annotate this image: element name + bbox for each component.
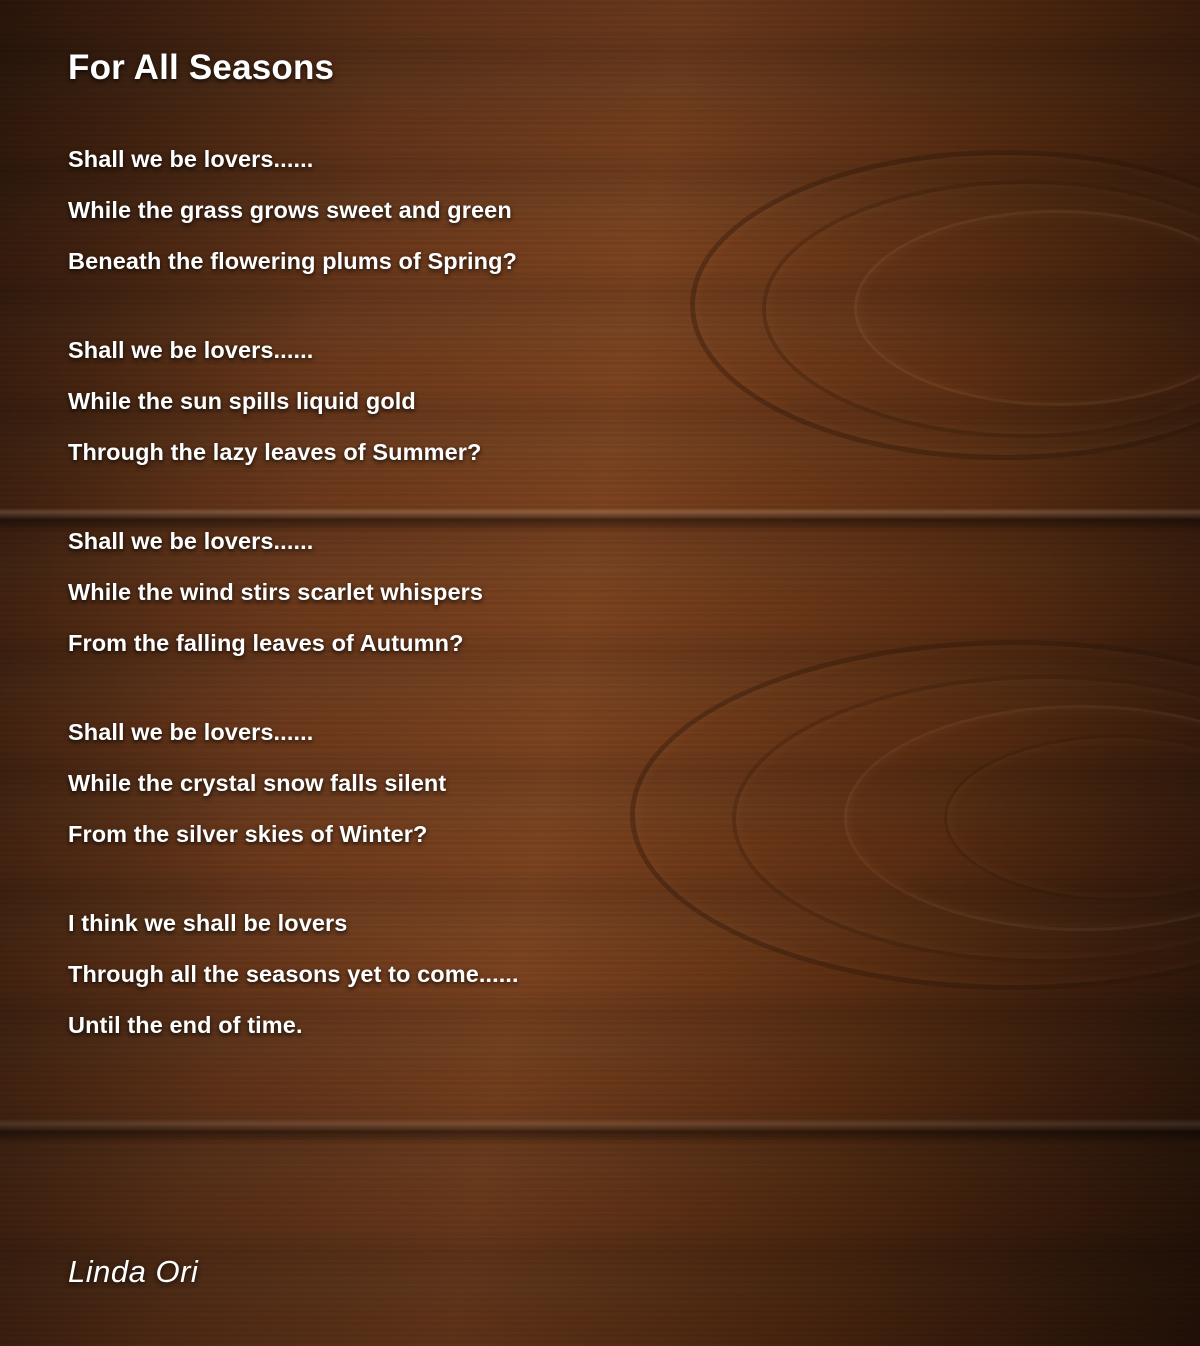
poem-line: From the silver skies of Winter? (68, 821, 428, 847)
author-name: Linda Ori (68, 1254, 199, 1289)
poem-line: While the crystal snow falls silent (68, 770, 447, 796)
poem-line: While the grass grows sweet and green (68, 197, 512, 223)
poem-stanza (68, 325, 1140, 478)
poem-line: Shall we be lovers...... (68, 719, 314, 745)
poem-stanza (68, 134, 1140, 287)
poem-stanza (68, 707, 1140, 860)
poem-line: Until the end of time. (68, 1012, 303, 1038)
poem-stanza (68, 516, 1140, 669)
page-title: For All Seasons (68, 48, 335, 87)
poem-line: I think we shall be lovers (68, 910, 348, 936)
poem-line: While the sun spills liquid gold (68, 388, 416, 414)
poem-stanza (68, 898, 1140, 1051)
poem-line: Beneath the flowering plums of Spring? (68, 248, 518, 274)
poem-line: Through all the seasons yet to come...... (68, 961, 519, 987)
poem-line: Shall we be lovers...... (68, 146, 314, 172)
poem-line: Shall we be lovers...... (68, 528, 314, 554)
poem-line: From the falling leaves of Autumn? (68, 630, 464, 656)
poem-line: Shall we be lovers...... (68, 337, 314, 363)
poem-line: Through the lazy leaves of Summer? (68, 439, 482, 465)
poem-line: While the wind stirs scarlet whispers (68, 579, 484, 605)
